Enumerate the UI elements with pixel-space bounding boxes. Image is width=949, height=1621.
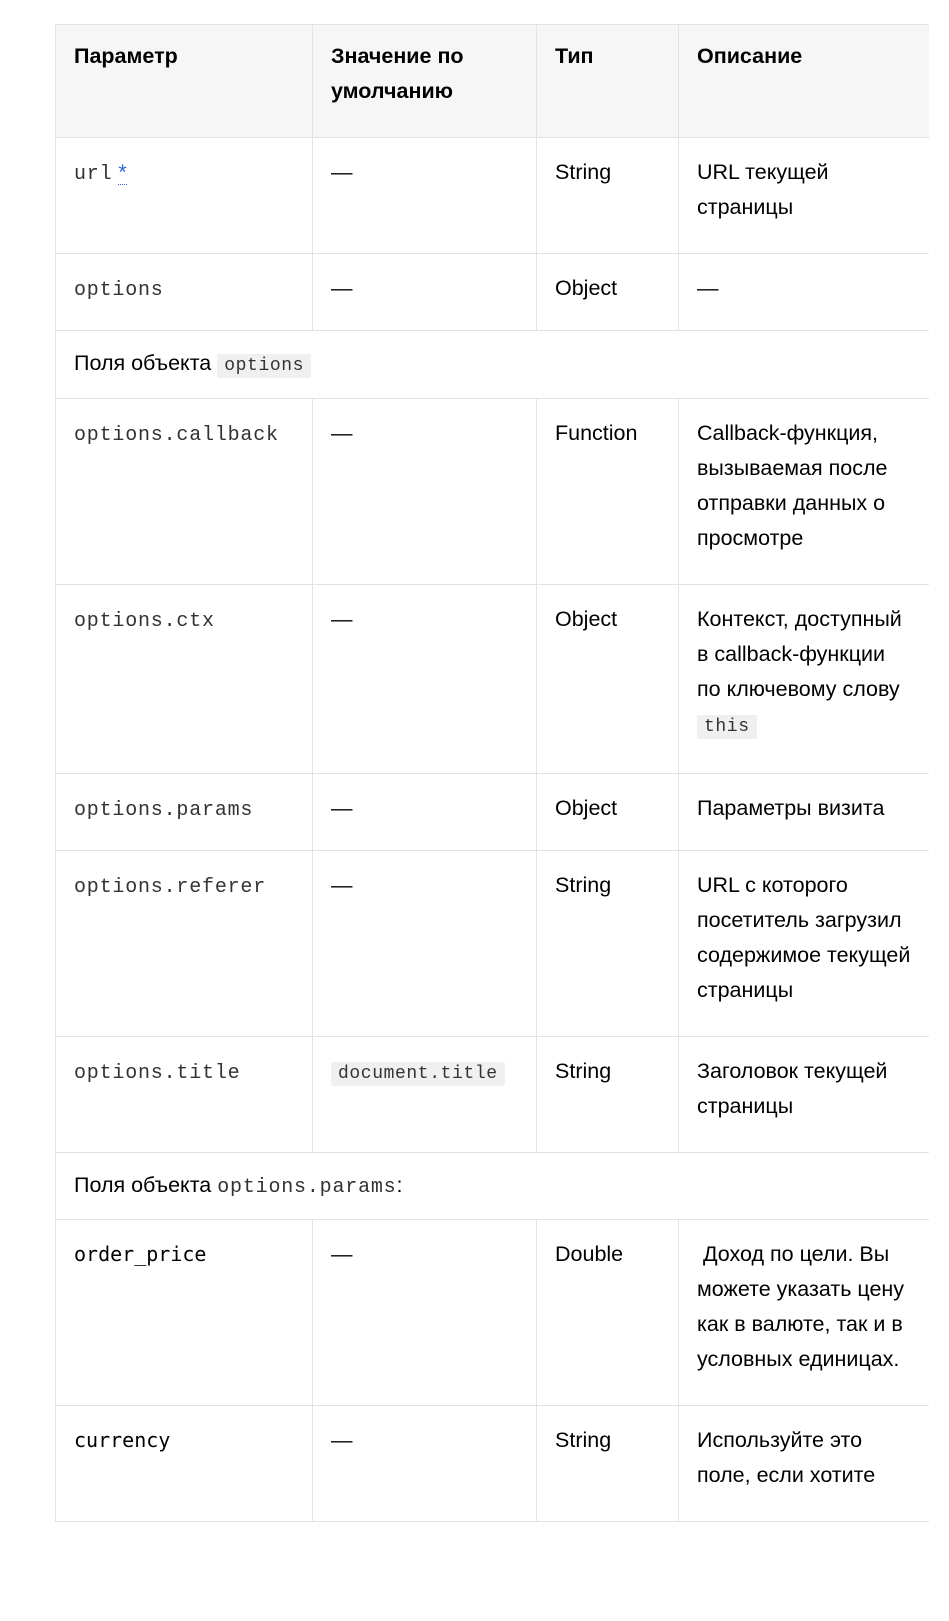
table-row	[56, 774, 930, 851]
param-name: currency	[74, 1428, 171, 1452]
section-row	[56, 331, 930, 399]
param-name: options.title	[74, 1062, 241, 1085]
header-default-value: Значение по умолчанию	[313, 25, 537, 138]
type-cell: Object	[537, 585, 679, 774]
default-cell: —	[313, 138, 537, 254]
type-cell: String	[537, 1406, 679, 1522]
param-name: options.referer	[74, 876, 267, 899]
table-row	[56, 1037, 930, 1153]
keyword-code: this	[697, 715, 757, 739]
default-code: document.title	[331, 1062, 505, 1086]
table-header-row	[56, 25, 930, 138]
description-cell: —	[679, 254, 930, 331]
section-code: options	[217, 354, 311, 378]
param-name: options.callback	[74, 424, 279, 447]
description-cell: Доход по цели. Вы можете указать цену как в валюте, так и в условных единицах.	[679, 1220, 930, 1406]
description-cell	[679, 585, 930, 774]
header-description: Описание	[679, 25, 930, 138]
default-cell: —	[313, 399, 537, 585]
header-parameter: Параметр	[56, 25, 313, 138]
type-cell: Object	[537, 774, 679, 851]
description-cell: URL текущей страницы	[679, 138, 930, 254]
default-cell: —	[313, 851, 537, 1037]
default-cell: —	[313, 1406, 537, 1522]
table-row	[56, 1220, 930, 1406]
default-cell: —	[313, 1220, 537, 1406]
type-cell: String	[537, 138, 679, 254]
param-cell	[56, 851, 313, 1037]
description-cell: Заголовок текущей страницы	[679, 1037, 930, 1153]
default-cell	[313, 1037, 537, 1153]
section-label: Поля объекта	[74, 351, 212, 375]
type-cell: String	[537, 1037, 679, 1153]
default-cell: —	[313, 254, 537, 331]
param-cell	[56, 1037, 313, 1153]
param-cell	[56, 138, 313, 254]
default-cell: —	[313, 585, 537, 774]
table-row	[56, 138, 930, 254]
table-row	[56, 1406, 930, 1522]
table-row	[56, 585, 930, 774]
section-suffix: :	[396, 1173, 403, 1197]
section-heading-options	[56, 331, 930, 399]
required-marker[interactable]: *	[118, 160, 127, 184]
header-type: Тип	[537, 25, 679, 138]
param-name: options.ctx	[74, 610, 215, 633]
section-heading-params	[56, 1153, 930, 1220]
type-cell: Double	[537, 1220, 679, 1406]
description-text: Контекст, доступный в callback-функции по ключевому слову	[697, 607, 902, 701]
type-cell: Function	[537, 399, 679, 585]
type-cell: String	[537, 851, 679, 1037]
param-cell	[56, 254, 313, 331]
default-cell: —	[313, 774, 537, 851]
description-cell: Используйте это поле, если хотите	[679, 1406, 930, 1522]
type-cell: Object	[537, 254, 679, 331]
section-code: options.params	[217, 1176, 397, 1199]
parameters-table-wrapper	[55, 24, 929, 1621]
table-row	[56, 399, 930, 585]
table-row	[56, 851, 930, 1037]
param-name: options	[74, 279, 164, 302]
param-cell	[56, 774, 313, 851]
param-name: options.params	[74, 799, 254, 822]
description-cell: Callback-функция, вызываемая после отправки данных о просмотре	[679, 399, 930, 585]
description-cell: Параметры визита	[679, 774, 930, 851]
param-cell	[56, 399, 313, 585]
param-cell	[56, 1406, 313, 1522]
section-row	[56, 1153, 930, 1220]
param-cell	[56, 585, 313, 774]
section-label: Поля объекта	[74, 1173, 212, 1197]
parameters-table	[55, 24, 929, 1522]
description-cell: URL с которого посетитель загрузил содержимое текущей страницы	[679, 851, 930, 1037]
table-row	[56, 254, 930, 331]
param-name: url	[74, 163, 113, 186]
param-cell	[56, 1220, 313, 1406]
param-name: order_price	[74, 1242, 207, 1266]
